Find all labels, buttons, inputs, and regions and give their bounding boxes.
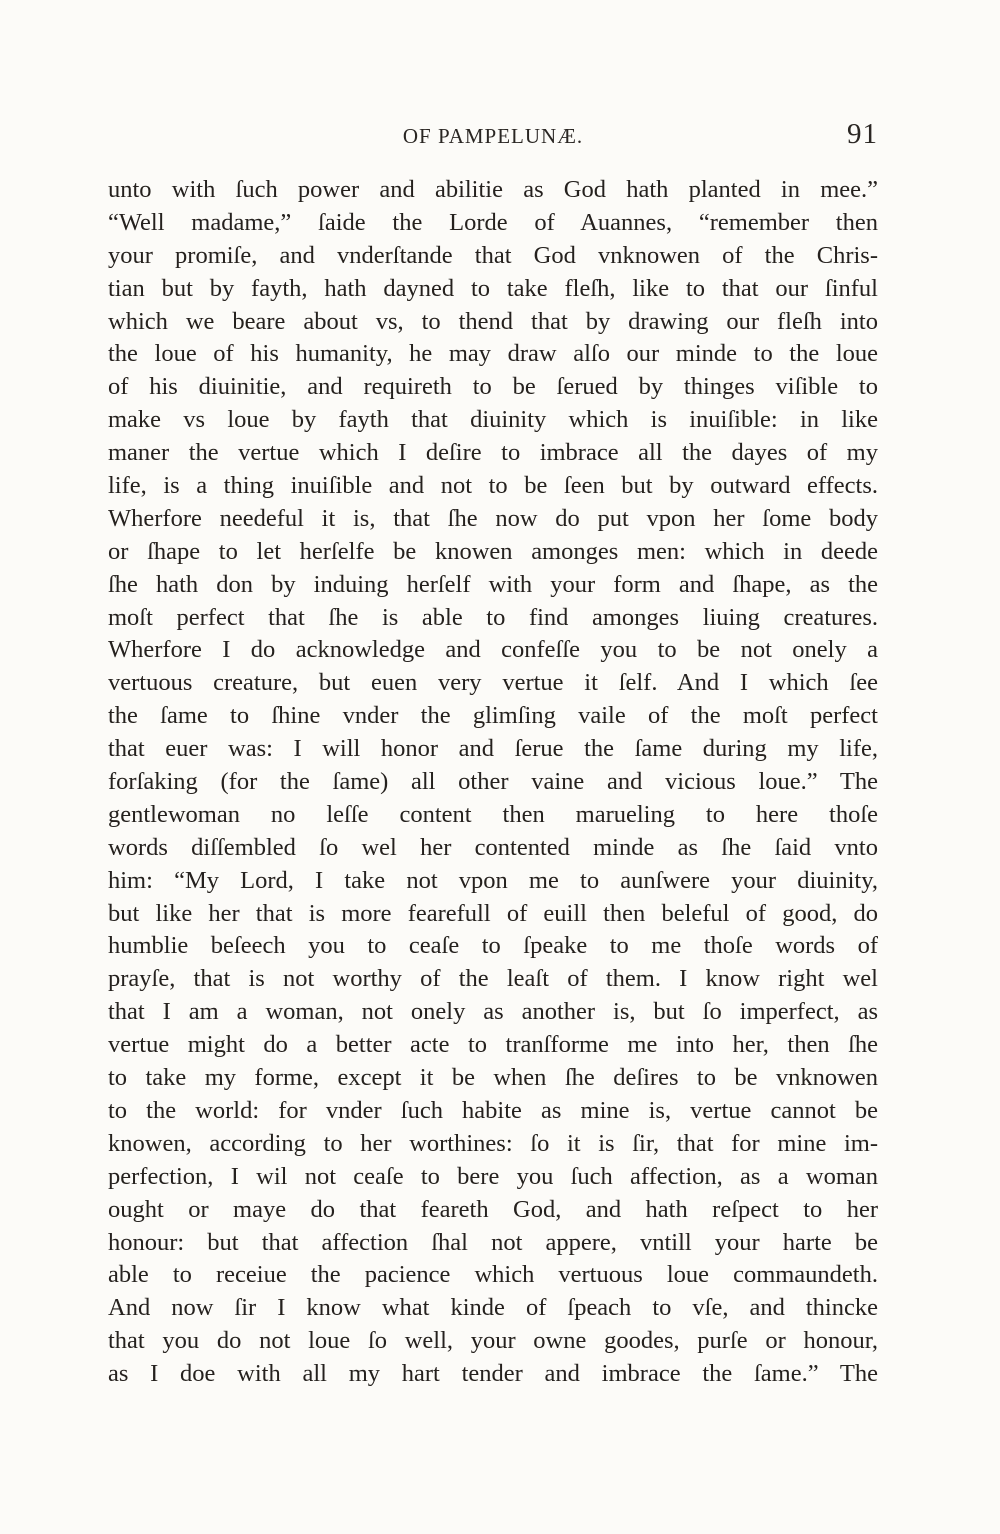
text-line: him: “My Lord, I take not vpon me to aunſwere your diuinity, xyxy=(108,866,878,894)
text-line: able to receiue the pacience which vertuous loue commaundeth. xyxy=(108,1261,878,1289)
text-line: prayſe, that is not worthy of the leaſt of them. I know right wel xyxy=(108,965,878,993)
text-line: your promiſe, and vnderſtande that God vnknowen of the Chris- xyxy=(108,241,878,269)
text-line: which we beare about vs, to thend that by drawing our fleſh into xyxy=(108,307,878,335)
text-line: that you do not loue ſo well, your owne goodes, purſe or honour, xyxy=(108,1327,878,1355)
page-header xyxy=(108,118,878,154)
text-line: forſaking (for the ſame) all other vaine and vicious loue.” The xyxy=(108,768,878,796)
text-line: perfection, I wil not ceaſe to bere you ſuch affection, as a woman xyxy=(108,1162,878,1190)
text-line: maner the vertue which I deſire to imbrace all the dayes of my xyxy=(108,439,878,467)
text-line: humblie beſeech you to ceaſe to ſpeake to me thoſe words of xyxy=(108,932,878,960)
text-line: knowen, according to her worthines: ſo it is ſir, that for mine im- xyxy=(108,1129,878,1157)
text-line: ſhe hath don by induing herſelf with your form and ſhape, as the xyxy=(108,570,878,598)
text-line: “Well madame,” ſaide the Lorde of Auannes, “remember then xyxy=(108,208,878,236)
running-title: OF PAMPELUNÆ. xyxy=(402,124,584,148)
page-number: 91 xyxy=(847,118,878,150)
text-line: to take my forme, except it be when ſhe deſires to be vnknowen xyxy=(108,1064,878,1092)
text-line: the loue of his humanity, he may draw alſo our minde to the loue xyxy=(108,340,878,368)
text-line: vertuous creature, but euen very vertue it ſelf. And I which ſee xyxy=(108,669,878,697)
text-line: words diſſembled ſo wel her contented minde as ſhe ſaid vnto xyxy=(108,833,878,861)
text-line: vertue might do a better acte to tranſforme me into her, then ſhe xyxy=(108,1031,878,1059)
text-line: the ſame to ſhine vnder the glimſing vaile of the moſt perfect xyxy=(108,702,878,730)
text-line: honour: but that affection ſhal not appere, vntill your harte be xyxy=(108,1228,878,1256)
text-line: as I doe with all my hart tender and imbrace the ſame.” The xyxy=(108,1360,878,1388)
text-line: And now ſir I know what kinde of ſpeach to vſe, and thincke xyxy=(108,1294,878,1322)
text-line: ought or maye do that feareth God, and hath reſpect to her xyxy=(108,1195,878,1223)
text-line: but like her that is more fearefull of euill then beleful of good, do xyxy=(108,899,878,927)
text-line: that euer was: I will honor and ſerue the ſame during my life, xyxy=(108,735,878,763)
text-line: moſt perfect that ſhe is able to find amonges liuing creatures. xyxy=(108,603,878,631)
text-line: life, is a thing inuiſible and not to be ſeen but by outward effects. xyxy=(108,472,878,500)
body-text xyxy=(108,174,878,1391)
text-line: make vs loue by fayth that diuinity which is inuiſible: in like xyxy=(108,406,878,434)
text-line: to the world: for vnder ſuch habite as mine is, vertue cannot be xyxy=(108,1096,878,1124)
text-line: gentlewoman no leſſe content then marueling to here thoſe xyxy=(108,800,878,828)
text-line: that I am a woman, not onely as another is, but ſo imperfect, as xyxy=(108,998,878,1026)
text-line: Wherfore needeful it is, that ſhe now do put vpon her ſome body xyxy=(108,504,878,532)
text-line: of his diuinitie, and requireth to be ſerued by thinges viſible to xyxy=(108,373,878,401)
text-line: Wherfore I do acknowledge and confeſſe you to be not onely a xyxy=(108,636,878,664)
text-line: tian but by fayth, hath dayned to take fleſh, like to that our ſinful xyxy=(108,274,878,302)
text-line: or ſhape to let herſelfe be knowen amonges men: which in deede xyxy=(108,537,878,565)
text-line: unto with ſuch power and abilitie as God hath planted in mee.” xyxy=(108,176,878,203)
